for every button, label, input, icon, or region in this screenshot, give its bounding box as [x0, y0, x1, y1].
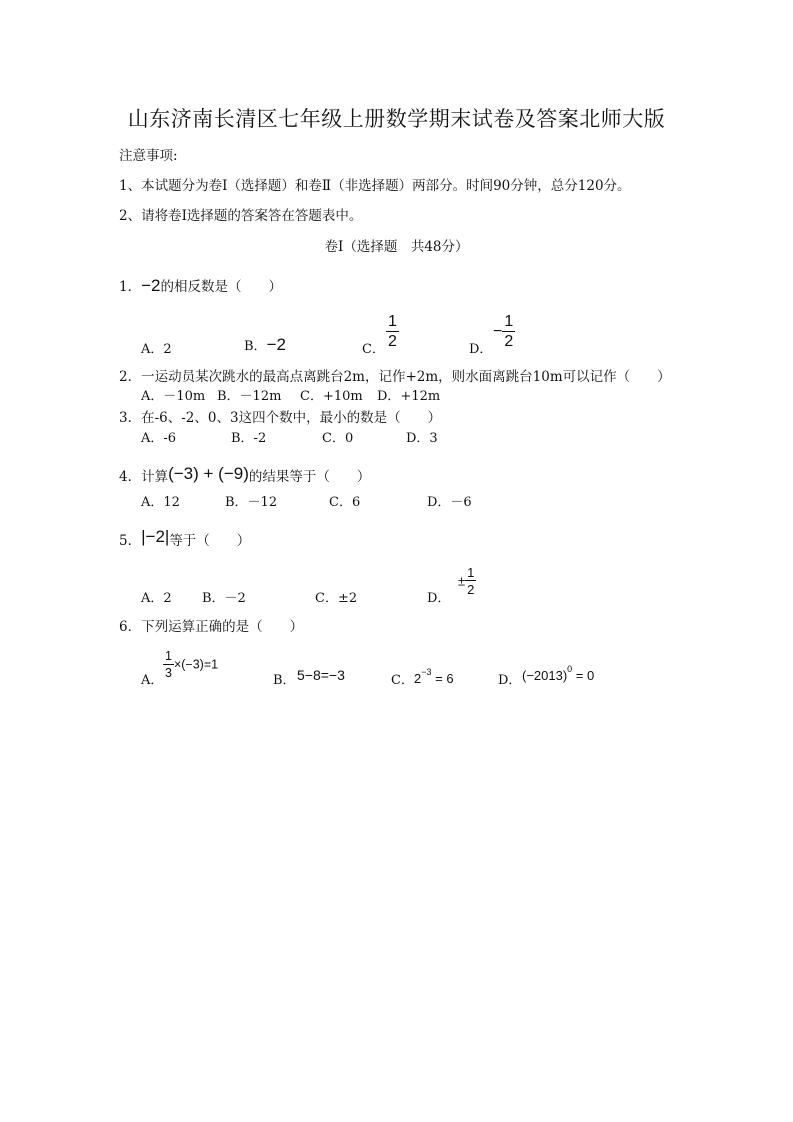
option-a: A．2 [141, 591, 172, 606]
question-stem: 等于（ ） [169, 533, 251, 549]
fraction-denominator: 2 [504, 333, 514, 350]
question-suffix: 的结果等于（ ） [248, 469, 371, 485]
notes-item-2: 2、请将卷Ⅰ选择题的答案答在答题表中。 [119, 208, 363, 224]
fraction-denominator: 2 [467, 582, 475, 597]
plus-minus-sign: ± [458, 573, 466, 589]
option-d-label: D． [427, 591, 451, 606]
option-c-fraction [386, 314, 399, 350]
math-expression: −2 [266, 335, 286, 354]
math-expression: |−2| [141, 527, 170, 546]
power-exponent: −3 [421, 667, 432, 677]
question-5 [119, 528, 250, 550]
document-title: 山东济南长清区七年级上册数学期末试卷及答案北师大版 [127, 107, 666, 131]
power-base: (−2013) [522, 668, 568, 683]
option-c: C．±2 [315, 591, 358, 606]
question-4 [119, 465, 370, 486]
option-c: C．0 [322, 431, 354, 446]
fraction-denominator: 2 [388, 333, 397, 350]
question-1 [119, 277, 282, 296]
option-d-fraction [458, 566, 476, 596]
option-a-label: A． [141, 673, 164, 688]
option-b: B．－2 [202, 591, 246, 606]
option-a-expression [163, 650, 218, 679]
option-a: A．－10m [141, 389, 206, 404]
fraction-denominator: 3 [165, 665, 172, 680]
option-d-expression [522, 664, 594, 683]
question-3: 3．在-6、-2、0、3这四个数中，最小的数是（ ） [119, 410, 442, 426]
option-d: D．－6 [427, 495, 472, 510]
option-d: D．3 [406, 431, 438, 446]
option-d-fraction [493, 314, 515, 350]
notes-item-1: 1、本试题分为卷Ⅰ（选择题）和卷Ⅱ（非选择题）两部分。时间90分钟，总分120分。 [119, 178, 631, 194]
fraction-numerator: 1 [388, 313, 397, 330]
question-number: 1． [119, 279, 142, 295]
expression-rest: = 6 [431, 671, 454, 686]
option-d: D．+12m [377, 389, 441, 404]
power-exponent: 0 [567, 664, 573, 674]
option-b-label: B． [273, 673, 296, 688]
math-expression: (−3) + (−9) [168, 464, 249, 483]
option-c-expression [414, 667, 454, 686]
expression-rest: = 0 [572, 668, 595, 683]
math-expression: −2 [141, 276, 161, 295]
option-c: C．+10m [300, 389, 363, 404]
option-b [244, 337, 286, 355]
minus-sign: − [493, 323, 503, 340]
fraction-numerator: 1 [165, 649, 172, 663]
option-d-label: D． [498, 673, 522, 688]
option-a: A．2 [141, 342, 172, 357]
power-base: 2 [414, 671, 422, 686]
option-label: B． [244, 339, 267, 354]
option-a: A．12 [141, 495, 180, 510]
fraction-numerator: 1 [467, 565, 475, 580]
question-2: 2．一运动员某次跳水的最高点离跳台2m，记作+2m，则水面离跳台10m可以记作（ ） [119, 369, 671, 385]
fraction-numerator: 1 [504, 313, 514, 330]
question-number: 5． [119, 533, 142, 549]
question-stem: 的相反数是（ ） [160, 279, 282, 295]
option-b: B．－12 [225, 495, 278, 510]
option-b: B．-2 [231, 431, 267, 446]
option-c: C．6 [329, 495, 361, 510]
option-a: A．-6 [141, 431, 177, 446]
option-d-label: D． [469, 342, 493, 357]
question-6: 6．下列运算正确的是（ ） [119, 619, 304, 635]
option-c-label: C． [362, 342, 385, 357]
option-b-expression: 5−8=−3 [297, 667, 345, 683]
option-b: B．－12m [217, 389, 282, 404]
expression-rest: ×(−3)=1 [173, 657, 219, 672]
question-prefix: 4．计算 [119, 469, 169, 485]
option-c-label: C． [391, 673, 414, 688]
section-title: 卷Ⅰ（选择题 共48分） [324, 239, 469, 255]
notes-heading: 注意事项: [119, 148, 178, 164]
